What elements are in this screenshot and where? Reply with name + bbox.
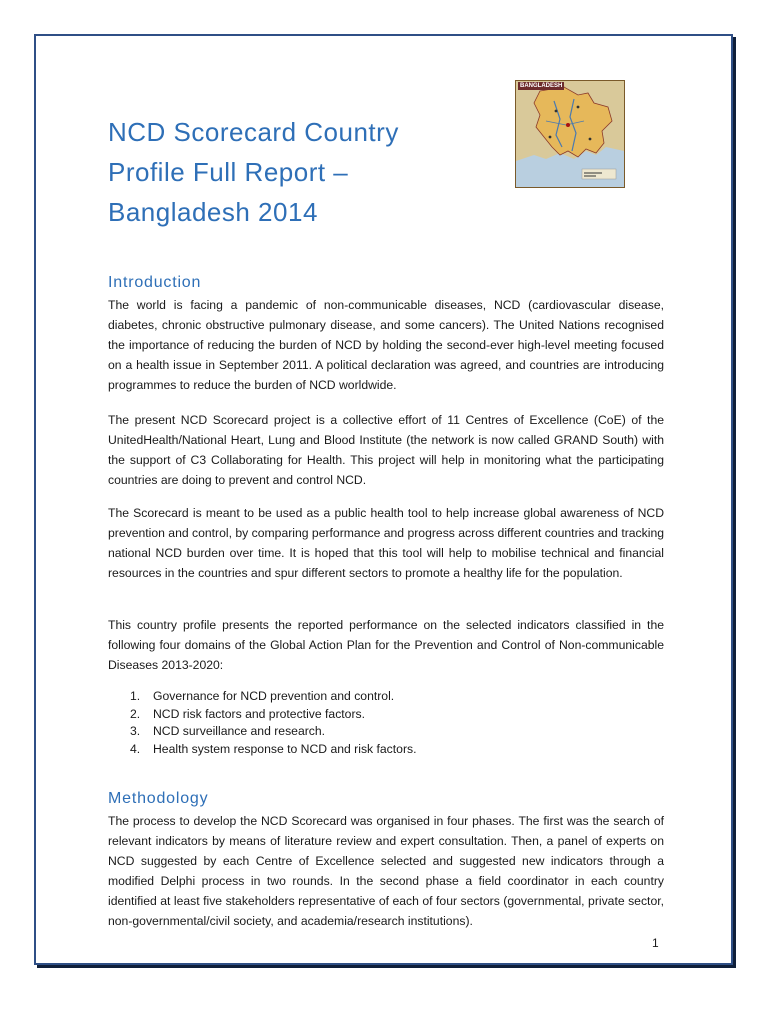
intro-paragraph-3: The Scorecard is meant to be used as a public health tool to help increase global awareness of NCD prevention and control, by comparing performance and progress across different countries and tracking national NCD burden over time. It is hoped that this tool will help to mobilise technical and financial resources in the countries and spur different sectors to promote a healthy life for the population.: [108, 506, 664, 580]
list-item: 3. NCD surveillance and research.: [130, 724, 326, 738]
document-title: NCD Scorecard Country Profile Full Report – Bangladesh 2014: [108, 117, 399, 227]
intro-paragraph-4: This country profile presents the reported performance on the selected indicators classified in the following four domains of the Global Action Plan for the Prevention and Control of Non-communicable Diseases 2013-2020:: [108, 618, 664, 672]
map-label: BANGLADESH: [520, 83, 563, 89]
introduction-heading: Introduction: [108, 274, 202, 291]
methodology-heading: Methodology: [108, 790, 209, 807]
intro-paragraph-2: The present NCD Scorecard project is a collective effort of 11 Centres of Excellence (CoE) of the UnitedHealth/National Heart, Lung and Blood Institute (the network is now called GRAND South) with the support of C3 Collaborating for Health. This project will help in monitoring what the participating countries are doing to prevent and control NCD.: [108, 413, 664, 487]
list-item: 1. Governance for NCD prevention and control.: [130, 689, 395, 703]
page-number: 1: [652, 936, 659, 950]
list-item: 2. NCD risk factors and protective factors.: [130, 706, 365, 721]
intro-paragraph-1: The world is facing a pandemic of non-communicable diseases, NCD (cardiovascular disease, diabetes, chronic obstructive pulmonary disease, and some cancers). The United Nations recognised the importance of reducing the burden of NCD by holding the second-ever high-level meeting focused on a health issue in September 2011. A political declaration was agreed, and countries are introducing programmes to reduce the burden of NCD worldwide.: [108, 298, 664, 392]
bangladesh-map-image: [515, 80, 625, 188]
methodology-paragraph: The process to develop the NCD Scorecard was organised in four phases. The first was the search of relevant indicators by means of literature review and expert consultation. Then, a panel of experts on NCD suggested by each Centre of Excellence selected and suggested new indicators through a modified Delphi process in two rounds. In the second phase a field coordinator in each country identified at least five stakeholders representative of each of four sectors (governmental, private sector, non-governmental/civil society, and academia/research institutions).: [108, 814, 664, 928]
list-item: 4. Health system response to NCD and risk factors.: [130, 741, 417, 756]
map-graphic: [516, 81, 624, 187]
domains-list: [130, 688, 416, 758]
